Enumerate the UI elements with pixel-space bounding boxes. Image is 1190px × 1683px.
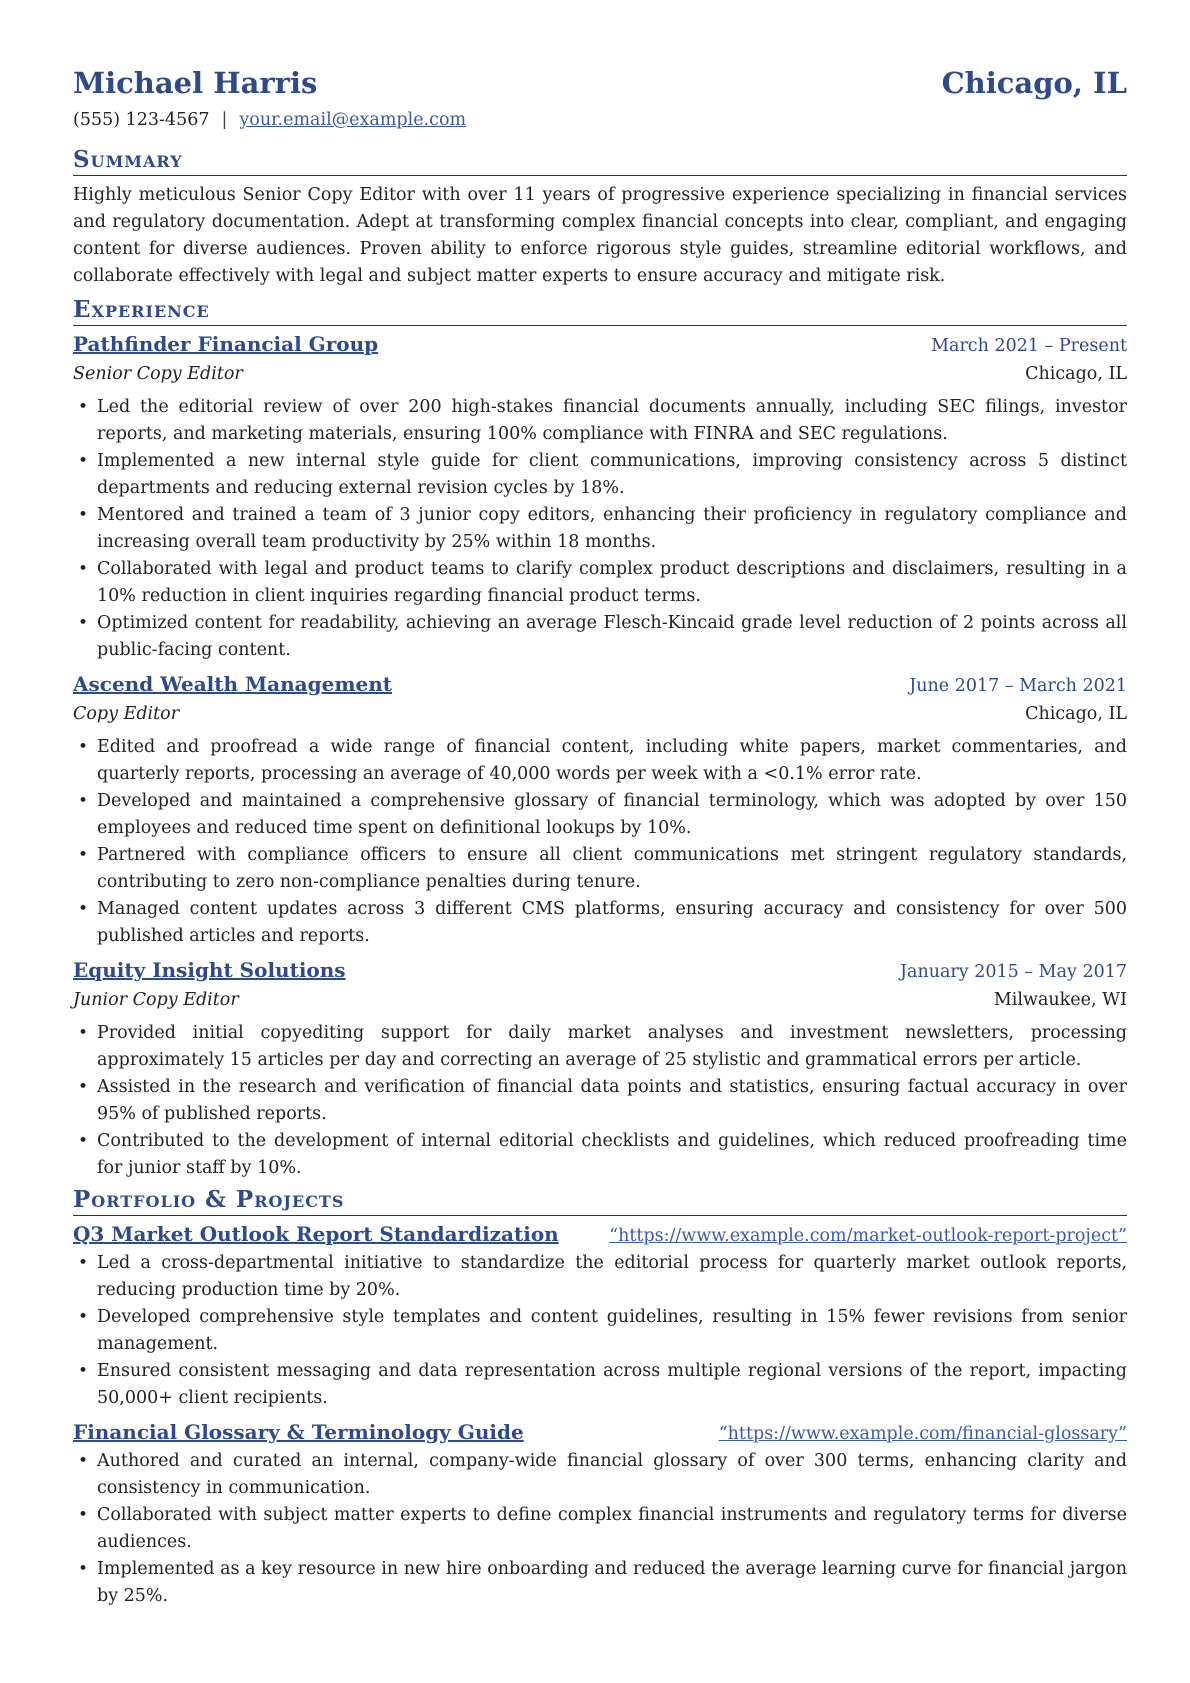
section-title-experience: Experience xyxy=(73,296,1127,326)
job-role-row xyxy=(73,986,1127,1014)
candidate-location: Chicago, IL xyxy=(941,66,1127,100)
project-header xyxy=(73,1220,1127,1250)
candidate-name: Michael Harris xyxy=(73,66,318,100)
job-bullets xyxy=(73,734,1127,950)
job-role-row xyxy=(73,700,1127,728)
company-name[interactable]: Equity Insight Solutions xyxy=(73,958,346,982)
job-location: Milwaukee, WI xyxy=(993,990,1127,1010)
bullet-item: • Mentored and trained a team of 3 junior copy editors, enhancing their proficiency in regulatory compliance and increasing overall team productivity by 25% within 18 months. xyxy=(97,502,1127,556)
bullet-item: • Authored and curated an internal, company-wide financial glossary of over 300 terms, enhancing clarity and consistency in communication. xyxy=(97,1448,1127,1502)
job-title: Junior Copy Editor xyxy=(73,990,239,1010)
job-location: Chicago, IL xyxy=(1025,704,1127,724)
project-bullets xyxy=(73,1448,1127,1610)
section-title-projects: Portfolio & Projects xyxy=(73,1186,1127,1216)
bullet-item: • Led a cross-departmental initiative to standardize the editorial process for quarterly market outlook reports, reducing production time by 20%. xyxy=(97,1250,1127,1304)
project-entry xyxy=(73,1418,1127,1610)
bullet-item: • Managed content updates across 3 different CMS platforms, ensuring accuracy and consistency for over 500 published articles and reports. xyxy=(97,896,1127,950)
bullet-item: • Implemented a new internal style guide for client communications, improving consistency across 5 distinct departments and reducing external revision cycles by 18%. xyxy=(97,448,1127,502)
experience-section xyxy=(73,296,1127,1182)
job-dates: January 2015 – May 2017 xyxy=(900,962,1127,982)
company-name[interactable]: Pathfinder Financial Group xyxy=(73,332,379,356)
project-list xyxy=(73,1220,1127,1610)
job-header xyxy=(73,330,1127,360)
job-bullets xyxy=(73,1020,1127,1182)
bullet-item: • Assisted in the research and verification of financial data points and statistics, ensuring factual accuracy in over 95% of published reports. xyxy=(97,1074,1127,1128)
job-dates: March 2021 – Present xyxy=(931,336,1127,356)
project-bullets xyxy=(73,1250,1127,1412)
job-role-row xyxy=(73,360,1127,388)
job-location: Chicago, IL xyxy=(1025,364,1127,384)
bullet-item: • Collaborated with subject matter experts to define complex financial instruments and regulatory terms for diverse audiences. xyxy=(97,1502,1127,1556)
job-entry xyxy=(73,670,1127,950)
bullet-item: • Partnered with compliance officers to ensure all client communications met stringent regulatory standards, contributing to zero non-compliance penalties during tenure. xyxy=(97,842,1127,896)
bullet-item: • Contributed to the development of internal editorial checklists and guidelines, which reduced proofreading time for junior staff by 10%. xyxy=(97,1128,1127,1182)
bullet-item: • Developed comprehensive style templates and content guidelines, resulting in 15% fewer revisions from senior management. xyxy=(97,1304,1127,1358)
project-link[interactable]: “https://www.example.com/market-outlook-report-project” xyxy=(609,1226,1127,1246)
project-link[interactable]: “https://www.example.com/financial-glossary” xyxy=(718,1424,1127,1444)
job-entry xyxy=(73,956,1127,1182)
summary-text: Highly meticulous Senior Copy Editor with over 11 years of progressive experience specializing in financial services and regulatory documentation. Adept at transforming complex financial concepts into clear, compliant, and engaging content for diverse audiences. Proven ability to enforce rigorous style guides, streamline editorial workflows, and collaborate effectively with legal and subject matter experts to ensure accuracy and mitigate risk. xyxy=(73,185,1127,286)
phone-number: (555) 123-4567 xyxy=(73,110,210,130)
bullet-item: • Led the editorial review of over 200 high-stakes financial documents annually, including SEC filings, investor reports, and marketing materials, ensuring 100% compliance with FINRA and SEC regulations. xyxy=(97,394,1127,448)
section-title-summary: Summary xyxy=(73,146,1127,176)
job-header xyxy=(73,956,1127,986)
job-bullets xyxy=(73,394,1127,664)
email-link[interactable]: your.email@example.com xyxy=(239,110,467,130)
job-title: Senior Copy Editor xyxy=(73,364,243,384)
project-name[interactable]: Financial Glossary & Terminology Guide xyxy=(73,1420,524,1444)
job-entry xyxy=(73,330,1127,664)
bullet-item: • Provided initial copyediting support for daily market analyses and investment newsletters, processing approximately 15 articles per day and correcting an average of 25 stylistic and grammatical errors per article. xyxy=(97,1020,1127,1074)
bullet-item: • Ensured consistent messaging and data representation across multiple regional versions of the report, impacting 50,000+ client recipients. xyxy=(97,1358,1127,1412)
contact-line xyxy=(73,108,1127,132)
project-name[interactable]: Q3 Market Outlook Report Standardization xyxy=(73,1222,559,1246)
summary-section xyxy=(73,146,1127,290)
job-dates: June 2017 – March 2021 xyxy=(909,676,1127,696)
bullet-item: • Edited and proofread a wide range of financial content, including white papers, market commentaries, and quarterly reports, processing an average of 40,000 words per week with a <0.1% error rate. xyxy=(97,734,1127,788)
projects-section xyxy=(73,1186,1127,1610)
header xyxy=(73,64,1127,102)
project-header xyxy=(73,1418,1127,1448)
bullet-item: • Optimized content for readability, achieving an average Flesch-Kincaid grade level reduction of 2 points across all public-facing content. xyxy=(97,610,1127,664)
bullet-item: • Collaborated with legal and product teams to clarify complex product descriptions and disclaimers, resulting in a 10% reduction in client inquiries regarding financial product terms. xyxy=(97,556,1127,610)
bullet-item: • Implemented as a key resource in new hire onboarding and reduced the average learning curve for financial jargon by 25%. xyxy=(97,1556,1127,1610)
job-header xyxy=(73,670,1127,700)
job-title: Copy Editor xyxy=(73,704,180,724)
bullet-item: • Developed and maintained a comprehensive glossary of financial terminology, which was adopted by over 150 employees and reduced time spent on definitional lookups by 10%. xyxy=(97,788,1127,842)
job-list xyxy=(73,330,1127,1182)
contact-separator: | xyxy=(221,110,228,130)
company-name[interactable]: Ascend Wealth Management xyxy=(73,672,392,696)
project-entry xyxy=(73,1220,1127,1412)
